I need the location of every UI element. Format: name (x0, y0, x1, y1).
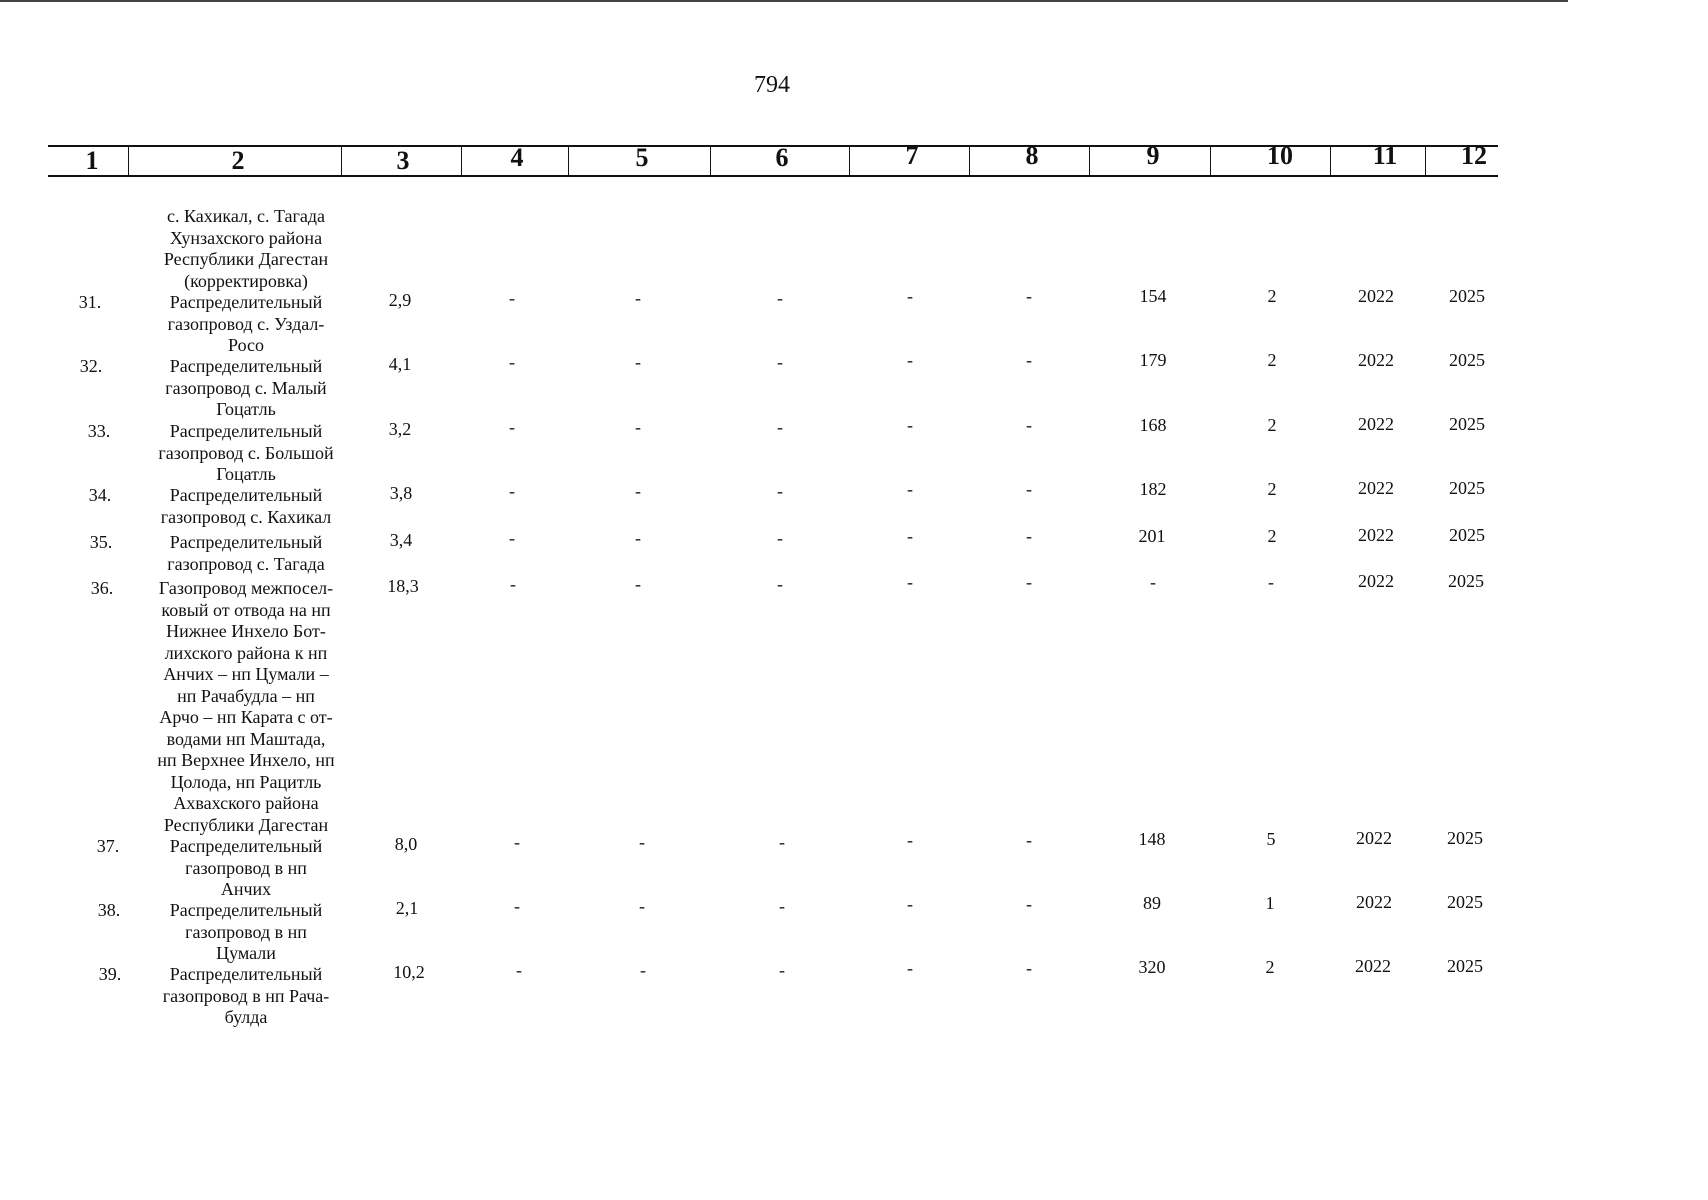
col-7-value: - (907, 958, 913, 978)
col-9-value: 154 (1139, 286, 1167, 306)
column-divider (1089, 146, 1090, 176)
length-km: 18,3 (387, 576, 419, 596)
col-5-value: - (635, 288, 641, 308)
column-header-1: 1 (85, 146, 99, 175)
end-year: 2025 (1449, 478, 1485, 498)
column-header-4: 4 (510, 143, 524, 172)
length-km: 3,4 (389, 530, 413, 550)
start-year: 2022 (1358, 478, 1394, 498)
end-year: 2025 (1448, 571, 1484, 591)
start-year: 2022 (1356, 828, 1392, 848)
col-7-value: - (907, 479, 913, 499)
start-year: 2022 (1358, 286, 1394, 306)
col-4-value: - (514, 896, 520, 916)
col-4-value: - (514, 832, 520, 852)
end-year: 2025 (1449, 286, 1485, 306)
col-10-value: - (1268, 572, 1274, 592)
col-10-value: 2 (1267, 479, 1277, 499)
col-9-value: 320 (1138, 957, 1166, 977)
col-6-value: - (777, 481, 783, 501)
length-km: 8,0 (394, 834, 418, 854)
col-5-value: - (635, 528, 641, 548)
col-4-value: - (509, 352, 515, 372)
col-5-value: - (639, 896, 645, 916)
end-year: 2025 (1449, 414, 1485, 434)
column-header-5: 5 (635, 143, 649, 172)
end-year: 2025 (1449, 525, 1485, 545)
object-name: Распределительный газопровод в нп Цумали (169, 900, 323, 963)
col-9-value: 148 (1138, 829, 1166, 849)
col-8-value: - (1026, 526, 1032, 546)
object-name: Распределительный газопровод в нп Рача- булда (162, 964, 330, 1027)
object-name: Распределительный газопровод с. Тагада (167, 532, 325, 574)
start-year: 2022 (1358, 350, 1394, 370)
col-6-value: - (777, 417, 783, 437)
col-10-value: 2 (1267, 350, 1277, 370)
col-10-value: 2 (1267, 415, 1277, 435)
col-9-value: 182 (1139, 479, 1167, 499)
column-header-3: 3 (396, 146, 410, 175)
col-7-value: - (907, 415, 913, 435)
start-year: 2022 (1358, 571, 1394, 591)
col-6-value: - (779, 896, 785, 916)
object-name: Распределительный газопровод в нп Анчих (169, 836, 323, 899)
end-year: 2025 (1447, 956, 1483, 976)
table-header (0, 0, 1568, 200)
col-9-value: 179 (1139, 350, 1167, 370)
row-number: 33. (87, 421, 111, 441)
column-divider (341, 146, 342, 176)
column-header-2: 2 (231, 146, 245, 175)
column-divider (969, 146, 970, 176)
col-5-value: - (635, 481, 641, 501)
row-number: 32. (79, 356, 103, 376)
col-7-value: - (907, 350, 913, 370)
row-number: 36. (90, 578, 114, 598)
col-10-value: 1 (1265, 893, 1275, 913)
length-km: 2,1 (395, 898, 419, 918)
col-8-value: - (1026, 958, 1032, 978)
col-8-value: - (1026, 894, 1032, 914)
end-year: 2025 (1449, 350, 1485, 370)
length-km: 2,9 (388, 290, 412, 310)
col-7-value: - (907, 572, 913, 592)
col-6-value: - (779, 832, 785, 852)
col-6-value: - (777, 528, 783, 548)
row-number: 39. (98, 964, 122, 984)
start-year: 2022 (1355, 956, 1391, 976)
start-year: 2022 (1356, 892, 1392, 912)
col-8-value: - (1026, 830, 1032, 850)
column-divider (568, 146, 569, 176)
col-5-value: - (635, 417, 641, 437)
col-6-value: - (779, 960, 785, 980)
length-km: 3,2 (388, 419, 412, 439)
column-header-12: 12 (1461, 141, 1487, 170)
col-5-value: - (635, 574, 641, 594)
col-5-value: - (635, 352, 641, 372)
object-name: Распределительный газопровод с. Малый Гоцатль (165, 356, 327, 419)
length-km: 3,8 (389, 483, 413, 503)
column-header-7: 7 (905, 141, 919, 170)
column-divider (1425, 146, 1426, 176)
object-name: Распределительный газопровод с. Большой Гоцатль (158, 421, 334, 484)
end-year: 2025 (1447, 828, 1483, 848)
column-header-9: 9 (1146, 141, 1160, 170)
row-number: 38. (97, 900, 121, 920)
start-year: 2022 (1358, 414, 1394, 434)
column-divider (710, 146, 711, 176)
object-name: Распределительный газопровод с. Уздал- Росо (167, 292, 325, 355)
page-number: 794 (754, 72, 790, 98)
col-6-value: - (777, 352, 783, 372)
start-year: 2022 (1358, 525, 1394, 545)
column-divider (1330, 146, 1331, 176)
col-7-value: - (907, 526, 913, 546)
row-number: 35. (89, 532, 113, 552)
length-km: 10,2 (393, 962, 425, 982)
col-4-value: - (509, 417, 515, 437)
col-4-value: - (510, 574, 516, 594)
col-8-value: - (1026, 415, 1032, 435)
col-8-value: - (1026, 479, 1032, 499)
col-8-value: - (1026, 350, 1032, 370)
row-number: 34. (88, 485, 112, 505)
column-divider (461, 146, 462, 176)
col-5-value: - (640, 960, 646, 980)
col-10-value: 2 (1267, 526, 1277, 546)
col-6-value: - (777, 288, 783, 308)
col-7-value: - (907, 894, 913, 914)
column-header-10: 10 (1267, 141, 1293, 170)
col-9-value: - (1150, 572, 1156, 592)
col-8-value: - (1026, 286, 1032, 306)
col-4-value: - (509, 528, 515, 548)
col-4-value: - (509, 481, 515, 501)
row-number: 37. (96, 836, 120, 856)
column-divider (849, 146, 850, 176)
header-bottom-rule (48, 175, 1498, 177)
col-10-value: 2 (1265, 957, 1275, 977)
col-6-value: - (777, 574, 783, 594)
object-name: Газопровод межпосел- ковый от отвода на нп Нижнее Инхело Бот- лихского района к нп Анчих – нп Цумали – нп Рачабудла – нп Арчо – нп Карата с от- водами нп Маштада, нп Верхнее Инхело, нп Цолода, нп Рацитль Ахвахского района Республики Дагестан (157, 578, 335, 835)
column-header-6: 6 (775, 143, 789, 172)
column-header-8: 8 (1025, 141, 1039, 170)
col-4-value: - (509, 288, 515, 308)
column-divider (1210, 146, 1211, 176)
lead-text: с. Кахикал, с. Тагада Хунзахского района Республики Дагестан (корректировка) (163, 206, 329, 291)
object-name: Распределительный газопровод с. Кахикал (160, 485, 332, 527)
col-9-value: 89 (1143, 893, 1161, 913)
col-9-value: 201 (1138, 526, 1166, 546)
col-7-value: - (907, 830, 913, 850)
col-10-value: 2 (1267, 286, 1277, 306)
col-10-value: 5 (1266, 829, 1276, 849)
column-divider (128, 146, 129, 176)
col-4-value: - (516, 960, 522, 980)
length-km: 4,1 (388, 354, 412, 374)
col-8-value: - (1026, 572, 1032, 592)
end-year: 2025 (1447, 892, 1483, 912)
column-header-11: 11 (1372, 141, 1398, 170)
col-5-value: - (639, 832, 645, 852)
col-7-value: - (907, 286, 913, 306)
col-9-value: 168 (1139, 415, 1167, 435)
row-number: 31. (78, 292, 102, 312)
